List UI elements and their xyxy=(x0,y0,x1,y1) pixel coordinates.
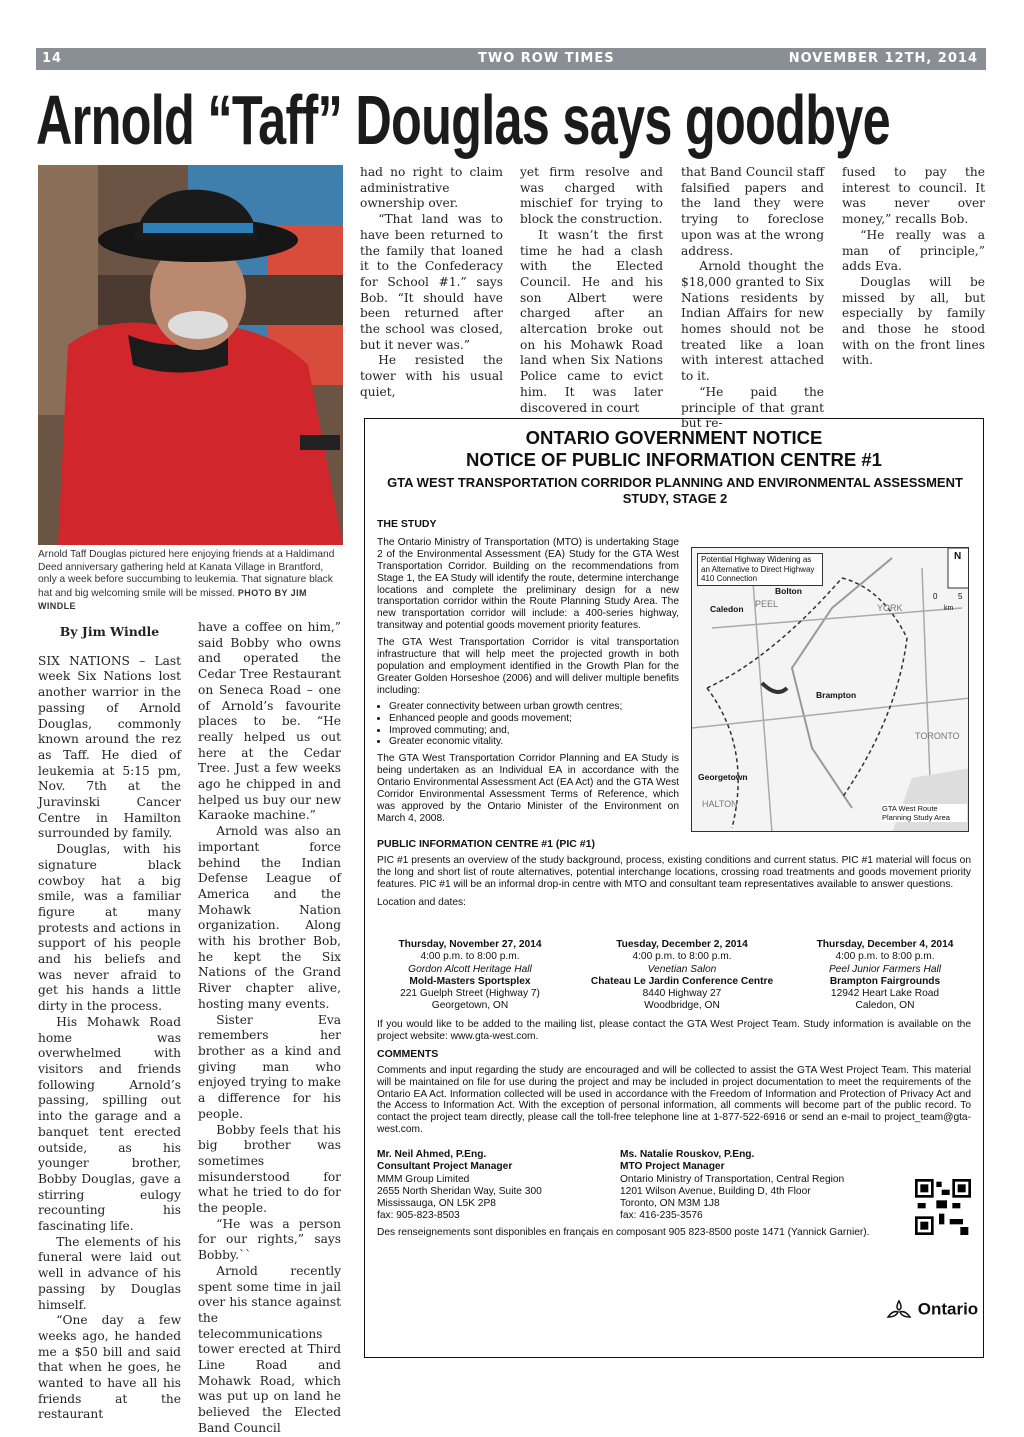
paragraph: His Mohawk Road home was overwhelmed with visitors and friends following Arnold’s passing, spilling out into the garage and a banquet tent erected outside, as his younger brother, Bobby Douglas, gave a stirring eulogy recounting his fascinating life. xyxy=(38,1014,181,1234)
location-time: 4:00 p.m. to 8:00 p.m. xyxy=(420,951,520,963)
paragraph: “That land was to have been returned to the family that loaned it to the Confederacy for School #1.” says Bob. “It should have been returned after the school was closed, but it never was.” xyxy=(360,212,503,352)
location-date: Thursday, December 4, 2014 xyxy=(816,939,954,950)
study-paragraph-2: The GTA West Transportation Corridor is vital transportation infrastructure that will help meet the projected growth in both population and employment identified in the Growth Plan for the Greater Golden Horseshoe (2006) and will deliver multiple benefits including: xyxy=(377,637,679,696)
map-label: Bolton xyxy=(775,586,802,596)
scale-label: 0 xyxy=(933,592,938,601)
pic-paragraph: PIC #1 presents an overview of the study background, process, existing conditions and current status. PIC #1 material will focus on the long and short list of route alternatives, potential interchange locations, crossing road treatments and goods movement priority features. PIC #1 will be an informal drop-in centre with MTO and consultant team representatives available to answer questions. xyxy=(377,854,971,890)
map-label: TORONTO xyxy=(915,731,960,741)
qr-code-icon xyxy=(915,1179,971,1235)
location-city: Caledon, ON xyxy=(855,1000,915,1012)
paragraph: He resisted the tower with his usual quiet, xyxy=(360,353,503,399)
page-number: 14 xyxy=(42,51,63,66)
article-column-6 xyxy=(842,165,985,369)
paragraph: had no right to claim administrative ownership over. xyxy=(360,165,503,211)
photo-caption xyxy=(38,549,343,614)
paragraph: Douglas will be missed by all, but especially by family and those he stood with on the front lines with. xyxy=(842,274,985,368)
article-headline: Arnold “Taff” Douglas says goodbye xyxy=(36,81,890,159)
location-block xyxy=(795,939,975,1013)
notice-title: ONTARIO GOVERNMENT NOTICE xyxy=(525,427,823,448)
contact-title: MTO Project Manager xyxy=(620,1161,725,1173)
map-label: Caledon xyxy=(710,604,744,614)
map-label: Brampton xyxy=(816,690,857,700)
study-heading: THE STUDY xyxy=(377,518,437,530)
location-city: Georgetown, ON xyxy=(431,1000,509,1012)
government-notice-ad xyxy=(364,418,984,1358)
comments-paragraph: Comments and input regarding the study are encouraged and will be collected to assist the GTA West Project Team. This material will be maintained on file for use during the project and may be included in project documentation to meet the requirements of the Ontario EA Act. Information collected will be used in accordance with the Freedom of Information and Protection of Privacy Act and the Access to Information Act. With the exception of personal information, all comments will become part of the public record. To contact the project team directly, please call the toll-free telephone line at 1-877-522-6916 or send an e-mail to project_team@gta-west.com. xyxy=(377,1064,971,1136)
location-venue: Venetian Salon xyxy=(647,963,717,975)
location-date: Tuesday, December 2, 2014 xyxy=(616,939,748,950)
pic-heading: PUBLIC INFORMATION CENTRE #1 (PIC #1) xyxy=(377,838,595,850)
paragraph: yet firm resolve and was charged with mischief for trying to block the construction. xyxy=(520,165,663,227)
comments-heading: COMMENTS xyxy=(377,1047,439,1060)
article-column-3 xyxy=(360,165,503,401)
article-column-4 xyxy=(520,165,663,416)
contact-name: Ms. Natalie Rouskov, P.Eng. xyxy=(620,1149,755,1160)
article-column-1 xyxy=(38,616,181,1423)
map-label: PEEL xyxy=(755,599,779,609)
page-header-bar xyxy=(36,48,986,70)
map-label: Georgetown xyxy=(698,772,748,782)
paragraph: “He was a person for our rights,” says Bobby.`` xyxy=(198,1216,341,1263)
study-paragraph-1: The Ontario Ministry of Transportation (MTO) is undertaking Stage 2 of the Environmental Assessment (EA) Study for the GTA West Transportation Corridor. Building on the recommendations from Stage 1, the EA Study will identify the route, determine interchange locations and complete the preliminary design for a new transportation corridor within the Route Planning Study Area. The new transportation corridor will include: a 400-series highway, transitway and potential goods movement priority features. xyxy=(377,536,679,632)
trillium-icon xyxy=(885,1299,913,1321)
contact-org: Ontario Ministry of Transportation, Central Region xyxy=(620,1173,845,1185)
location-address: 12942 Heart Lake Road xyxy=(830,988,940,1000)
contact-block-consultant xyxy=(377,1149,607,1223)
contact-fax: fax: 905-823-8503 xyxy=(377,1210,460,1222)
location-time: 4:00 p.m. to 8:00 p.m. xyxy=(632,951,732,963)
location-place: Mold-Masters Sportsplex xyxy=(409,975,531,987)
pic-section xyxy=(377,839,971,909)
issue-date: NOVEMBER 12TH, 2014 xyxy=(788,51,978,66)
paragraph: “One day a few weeks ago, he handed me a $50 bill and said that when he goes, he wanted to have all his friends at the restaurant xyxy=(38,1313,181,1422)
caption-text: Arnold Taff Douglas pictured here enjoying friends at a Haldimand Deed anniversary gathering held at Kanata Village in Brantford, only a week before succumbing to leukemia. That signature black hat and big welcoming smile will be missed. xyxy=(38,549,335,599)
list-item: • Improved commuting; and, xyxy=(389,725,679,737)
study-area-map xyxy=(691,547,969,832)
paragraph: SIX NATIONS – Last week Six Nations lost another warrior in the passing of Arnold Douglas, commonly known around the rez as Taff. He died of leukemia at 5:15 pm, Nov. 7th at the Juravinski Cancer Centre in Hamilton surrounded by family. xyxy=(38,653,181,841)
location-address: 8440 Highway 27 xyxy=(642,988,722,1000)
mailing-list-text: If you would like to be added to the mailing list, please contact the GTA West Project Team. Study information is available on the project website: www.gta-west.com. xyxy=(377,1019,971,1042)
location-place: Brampton Fairgrounds xyxy=(829,975,941,987)
paragraph: Sister Eva remembers her brother as a kind and giving man who enjoyed trying to make a difference for his people. xyxy=(198,1012,341,1121)
byline: By Jim Windle xyxy=(59,624,160,639)
contact-name: Mr. Neil Ahmed, P.Eng. xyxy=(377,1149,487,1160)
paragraph: that Band Council staff falsified papers and the land they were trying to foreclose upon was at the wrong address. xyxy=(681,165,824,258)
paragraph: Bobby feels that his big brother was sometimes misunderstood for what he tried to do for the people. xyxy=(198,1122,341,1216)
paragraph: have a coffee on him,” said Bobby who owns and operated the Cedar Tree Restaurant on Seneca Road – one of Arnold’s favourite places to be. “He really helped us out here at the Cedar Tree. Just a few weeks ago he chipped in and helped us buy our new Karaoke machine.” xyxy=(198,620,341,823)
study-paragraph-3: The GTA West Transportation Corridor Planning and EA Study is being undertaken as an Individual EA in accordance with the Ontario Environmental Assessment Act (EA Act) and the GTA West Corridor Environmental Assessment Terms of Reference, which was approved by the Ontario Minister of the Environment on March 4, 2008. xyxy=(377,753,679,824)
contact-city: Mississauga, ON L5K 2P8 xyxy=(377,1198,496,1210)
paragraph: The elements of his funeral were laid out well in advance of his passing by Douglas himself. xyxy=(38,1234,181,1312)
location-label: Location and dates: xyxy=(377,896,466,908)
paragraph: Arnold recently spent some time in jail over his stance against the telecommunications tower erected at Third Line Road and Mohawk Road, which was put up on land he believed the Elected Band Council xyxy=(198,1263,341,1435)
list-item: • Greater economic vitality. xyxy=(389,736,679,748)
paragraph: fused to pay the interest to council. It was never over money,” recalls Bob. xyxy=(842,165,985,227)
comments-section xyxy=(377,1019,971,1136)
paragraph: Arnold was also an important force behind the Indian Defense League of America and the Mohawk Nation organization. Along with his brother Bob, he kept the Six Nations of the Grand River chapter alive, hosting many events. xyxy=(198,824,341,1011)
article-photo xyxy=(38,165,343,545)
list-item: • Greater connectivity between urban growth centres; xyxy=(389,701,679,713)
contact-title: Consultant Project Manager xyxy=(377,1161,513,1173)
benefits-list xyxy=(377,701,679,749)
map-label: HALTON xyxy=(702,799,738,809)
location-place: Chateau Le Jardin Conference Centre xyxy=(590,975,774,987)
location-venue: Peel Junior Farmers Hall xyxy=(828,963,942,975)
location-block xyxy=(577,939,787,1013)
map-legend-box: Potential Highway Widening as an Alternative to Direct Highway 410 Connection xyxy=(697,553,823,586)
paragraph: Arnold thought the $18,000 granted to Six Nations residents by Indian Affairs for new homes should not be treated like a loan with interest attached to it. xyxy=(681,259,824,384)
contact-address: 1201 Wilson Avenue, Building D, 4th Floor xyxy=(620,1185,811,1197)
location-time: 4:00 p.m. to 8:00 p.m. xyxy=(835,951,935,963)
map-route-legend: GTA West Route Planning Study Area xyxy=(882,804,967,822)
article-column-5 xyxy=(681,165,824,432)
paragraph: Douglas, with his signature black cowboy hat a big smile, was a familiar figure at many protests and actions in support of his people and his beliefs and was never afraid to get his hands a little dirty in the process. xyxy=(38,842,181,1014)
contact-org: MMM Group Limited xyxy=(377,1173,470,1185)
north-arrow-icon: N xyxy=(954,551,962,562)
scale-label: km xyxy=(944,605,954,612)
article-column-2 xyxy=(198,620,341,1437)
ontario-wordmark: Ontario xyxy=(917,1299,979,1319)
photo-credit: PHOTO BY JIM WINDLE xyxy=(38,587,307,612)
publication-name: TWO ROW TIMES xyxy=(478,51,615,66)
notice-subtitle: NOTICE OF PUBLIC INFORMATION CENTRE #1 xyxy=(466,449,882,470)
scale-label: 5 xyxy=(958,592,963,601)
map-label: YORK xyxy=(877,603,903,613)
notice-study-title: GTA WEST TRANSPORTATION CORRIDOR PLANNING AND ENVIRONMENTAL ASSESSMENT STUDY, STAGE 2 xyxy=(387,475,963,506)
contact-block-mto xyxy=(620,1149,900,1223)
contact-address: 2655 North Sheridan Way, Suite 300 xyxy=(377,1185,542,1197)
contact-fax: fax: 416-235-3576 xyxy=(620,1210,703,1222)
location-address: 221 Guelph Street (Highway 7) xyxy=(400,988,540,1000)
ontario-logo xyxy=(885,1299,978,1321)
list-item: • Enhanced people and goods movement; xyxy=(389,713,679,725)
french-note: Des renseignements sont disponibles en français en composant 905 823-8500 poste 1471 (Yannick Garnier). xyxy=(377,1227,870,1238)
contact-city: Toronto, ON M3M 1J8 xyxy=(620,1198,720,1210)
paragraph: “He paid the principle of that grant but re- xyxy=(681,384,824,431)
location-city: Woodbridge, ON xyxy=(644,1000,720,1012)
photo-illustration xyxy=(38,165,343,545)
location-block xyxy=(375,939,565,1013)
paragraph: “He really was a man of principle,” adds Eva. xyxy=(842,227,985,274)
location-venue: Gordon Alcott Heritage Hall xyxy=(408,963,532,975)
location-date: Thursday, November 27, 2014 xyxy=(398,939,542,950)
study-section xyxy=(377,519,679,825)
paragraph: It wasn’t the first time he had a clash with the Elected Council. He and his son Albert were charged after an altercation broke out on his Mohawk Road land when Six Nations Police came to evict him. It was later discovered in court xyxy=(520,227,663,415)
